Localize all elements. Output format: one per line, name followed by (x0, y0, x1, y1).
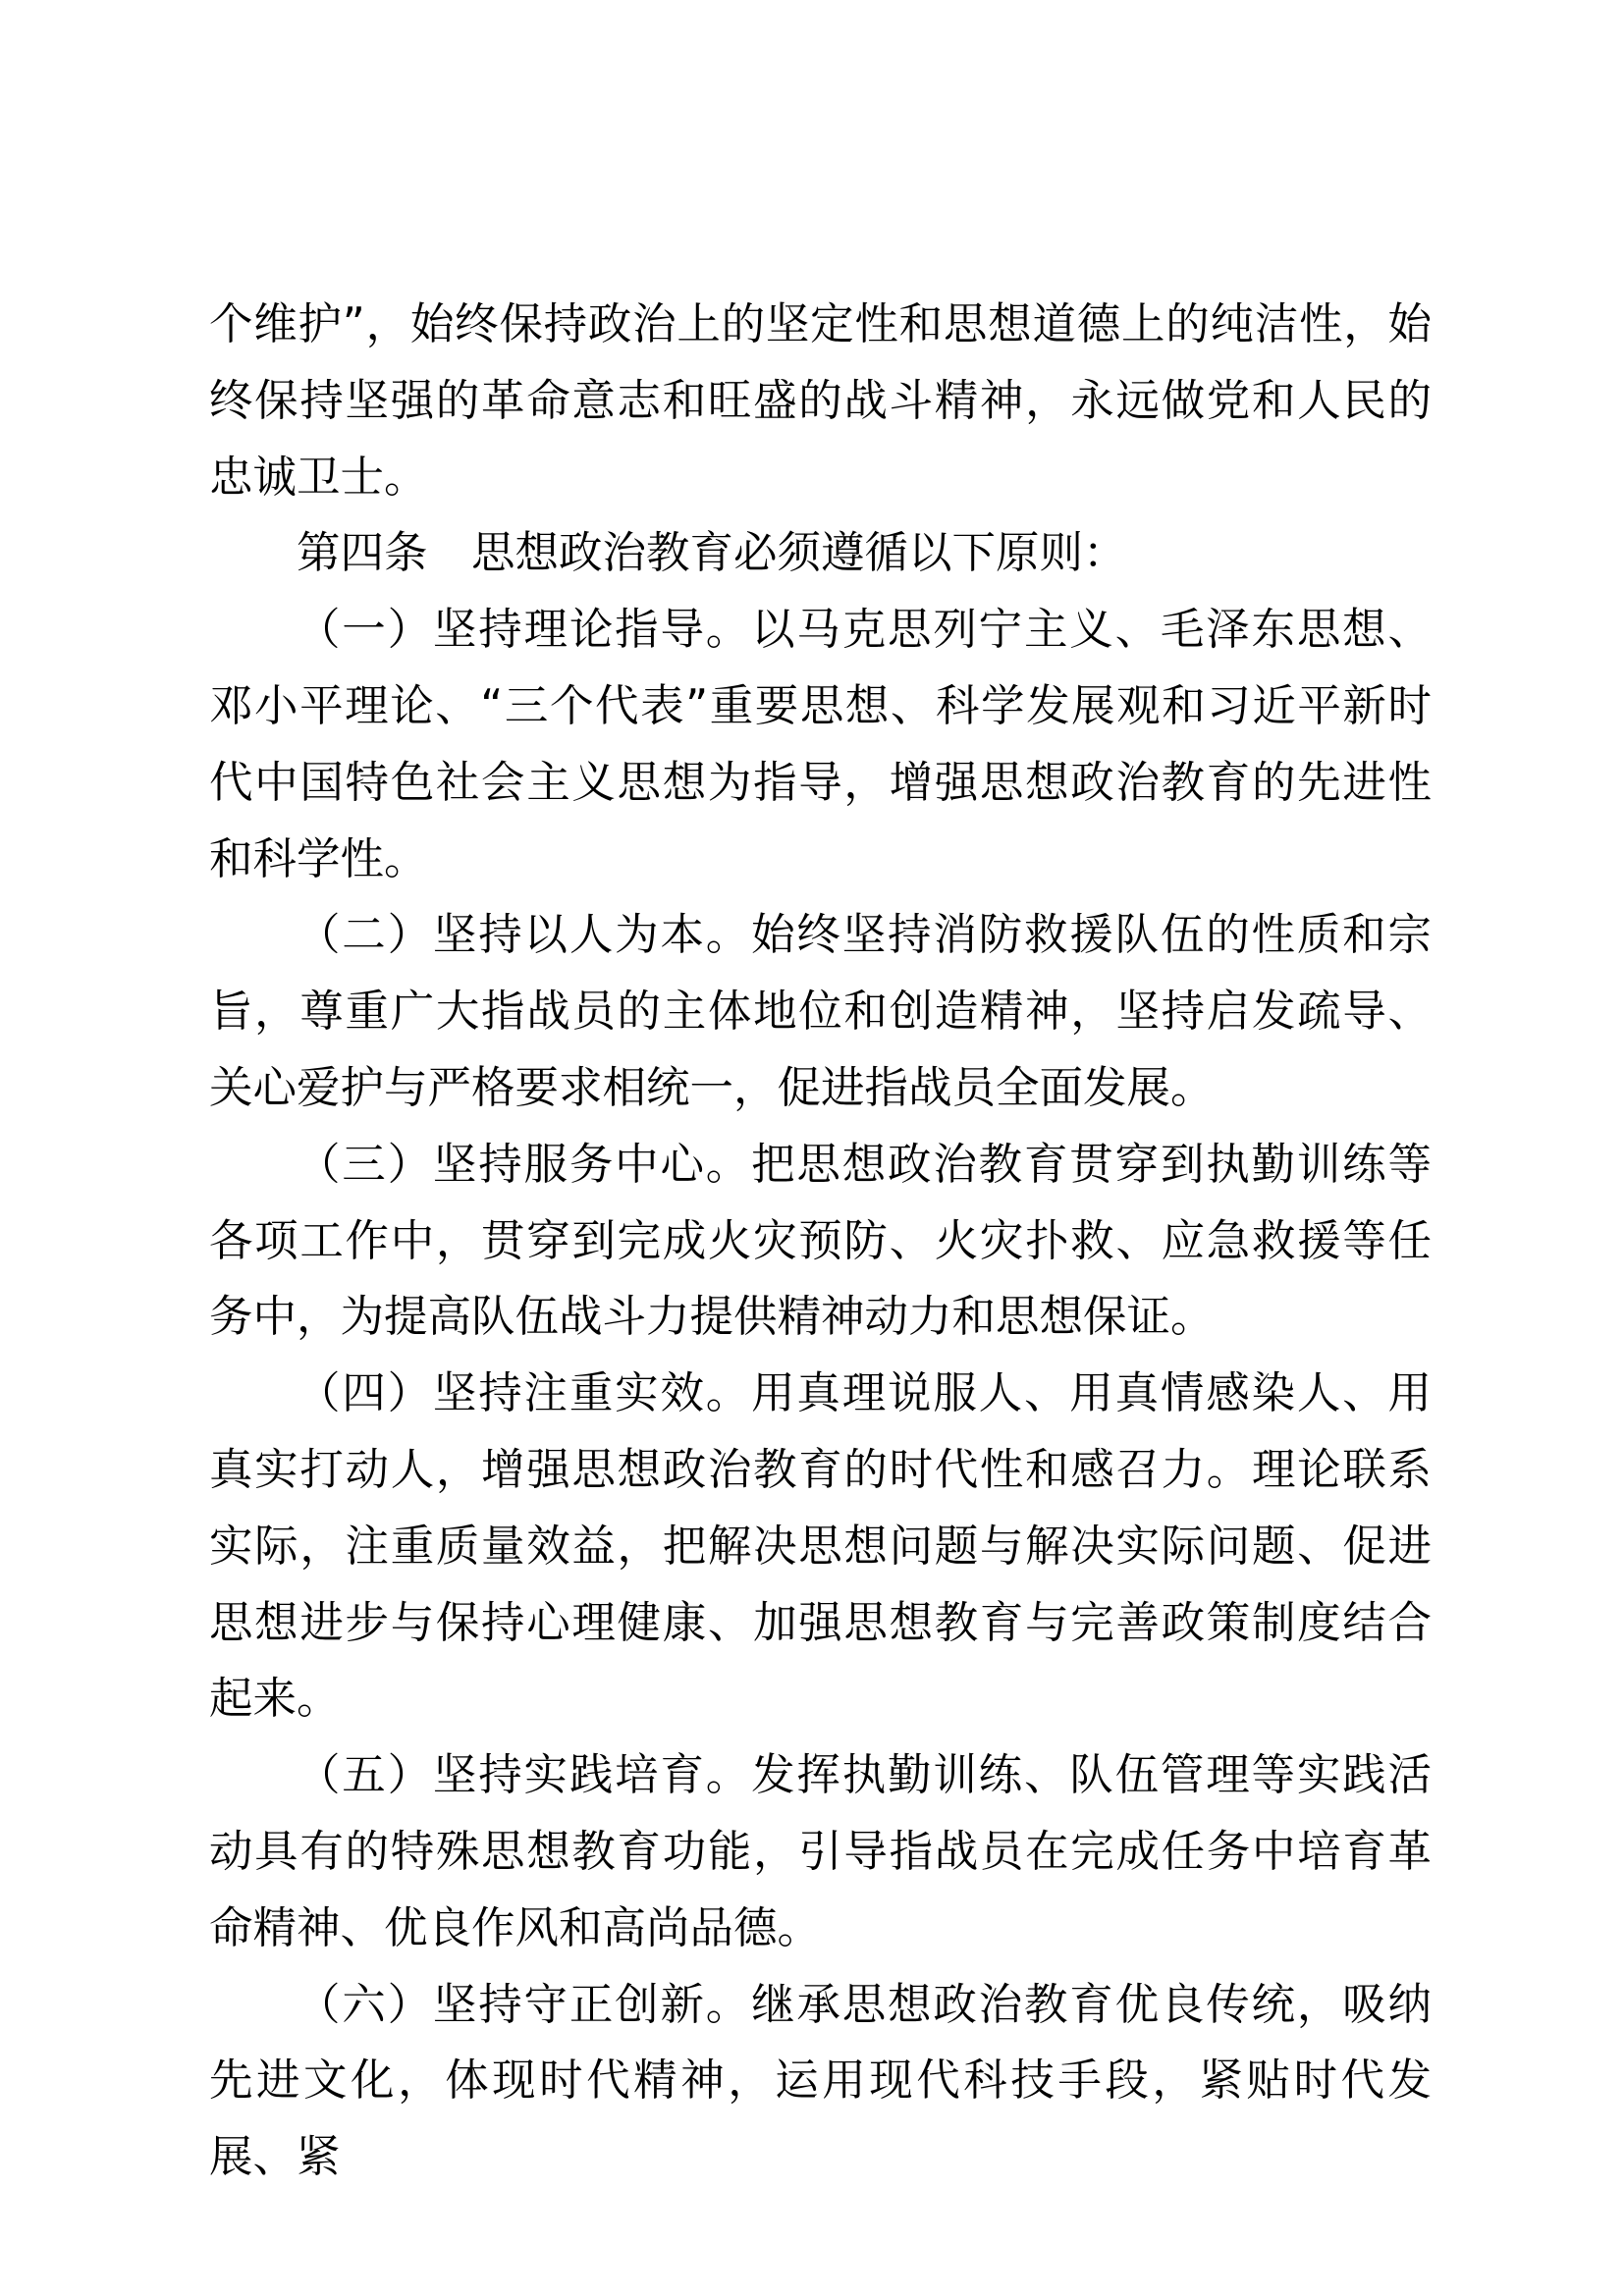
article-number: 第四条 (297, 528, 428, 579)
document-page (209, 287, 1432, 2196)
principle-1-paragraph: （一）坚持理论指导。以马克思列宁主义、毛泽东思想、邓小平理论、“三个代表”重要思想、科学发展观和习近平新时代中国特色社会主义思想为指导，增强思想政治教育的先进性和科学性。 (209, 605, 1432, 884)
principle-5-paragraph: （五）坚持实践培育。发挥执勤训练、队伍管理等实践活动具有的特殊思想教育功能，引导指战员在完成任务中培育革命精神、优良作风和高尚品德。 (209, 1750, 1432, 1953)
principle-4-paragraph: （四）坚持注重实效。用真理说服人、用真情感染人、用真实打动人，增强思想政治教育的时代性和感召力。理论联系实际，注重质量效益，把解决思想问题与解决实际问题、促进思想进步与保持心理健康、加强思想教育与完善政策制度结合起来。 (209, 1368, 1432, 1725)
article-4-heading (209, 515, 1432, 592)
principle-3-paragraph: （三）坚持服务中心。把思想政治教育贯穿到执勤训练等各项工作中，贯穿到完成火灾预防、火灾扑救、应急救援等任务中，为提高队伍战斗力提供精神动力和思想保证。 (209, 1139, 1432, 1343)
paragraph-continuation: 个维护”，始终保持政治上的坚定性和思想道德上的纯洁性，始终保持坚强的革命意志和旺盛的战斗精神，永远做党和人民的忠诚卫士。 (209, 299, 1432, 503)
principle-6-paragraph: （六）坚持守正创新。继承思想政治教育优良传统，吸纳先进文化，体现时代精神，运用现代科技手段，紧贴时代发展、紧 (209, 1979, 1432, 2183)
principle-2-paragraph: （二）坚持以人为本。始终坚持消防救援队伍的性质和宗旨，尊重广大指战员的主体地位和创造精神，坚持启发疏导、关心爱护与严格要求相统一，促进指战员全面发展。 (209, 910, 1432, 1113)
article-4-text: 思想政治教育必须遵循以下原则： (471, 528, 1127, 579)
